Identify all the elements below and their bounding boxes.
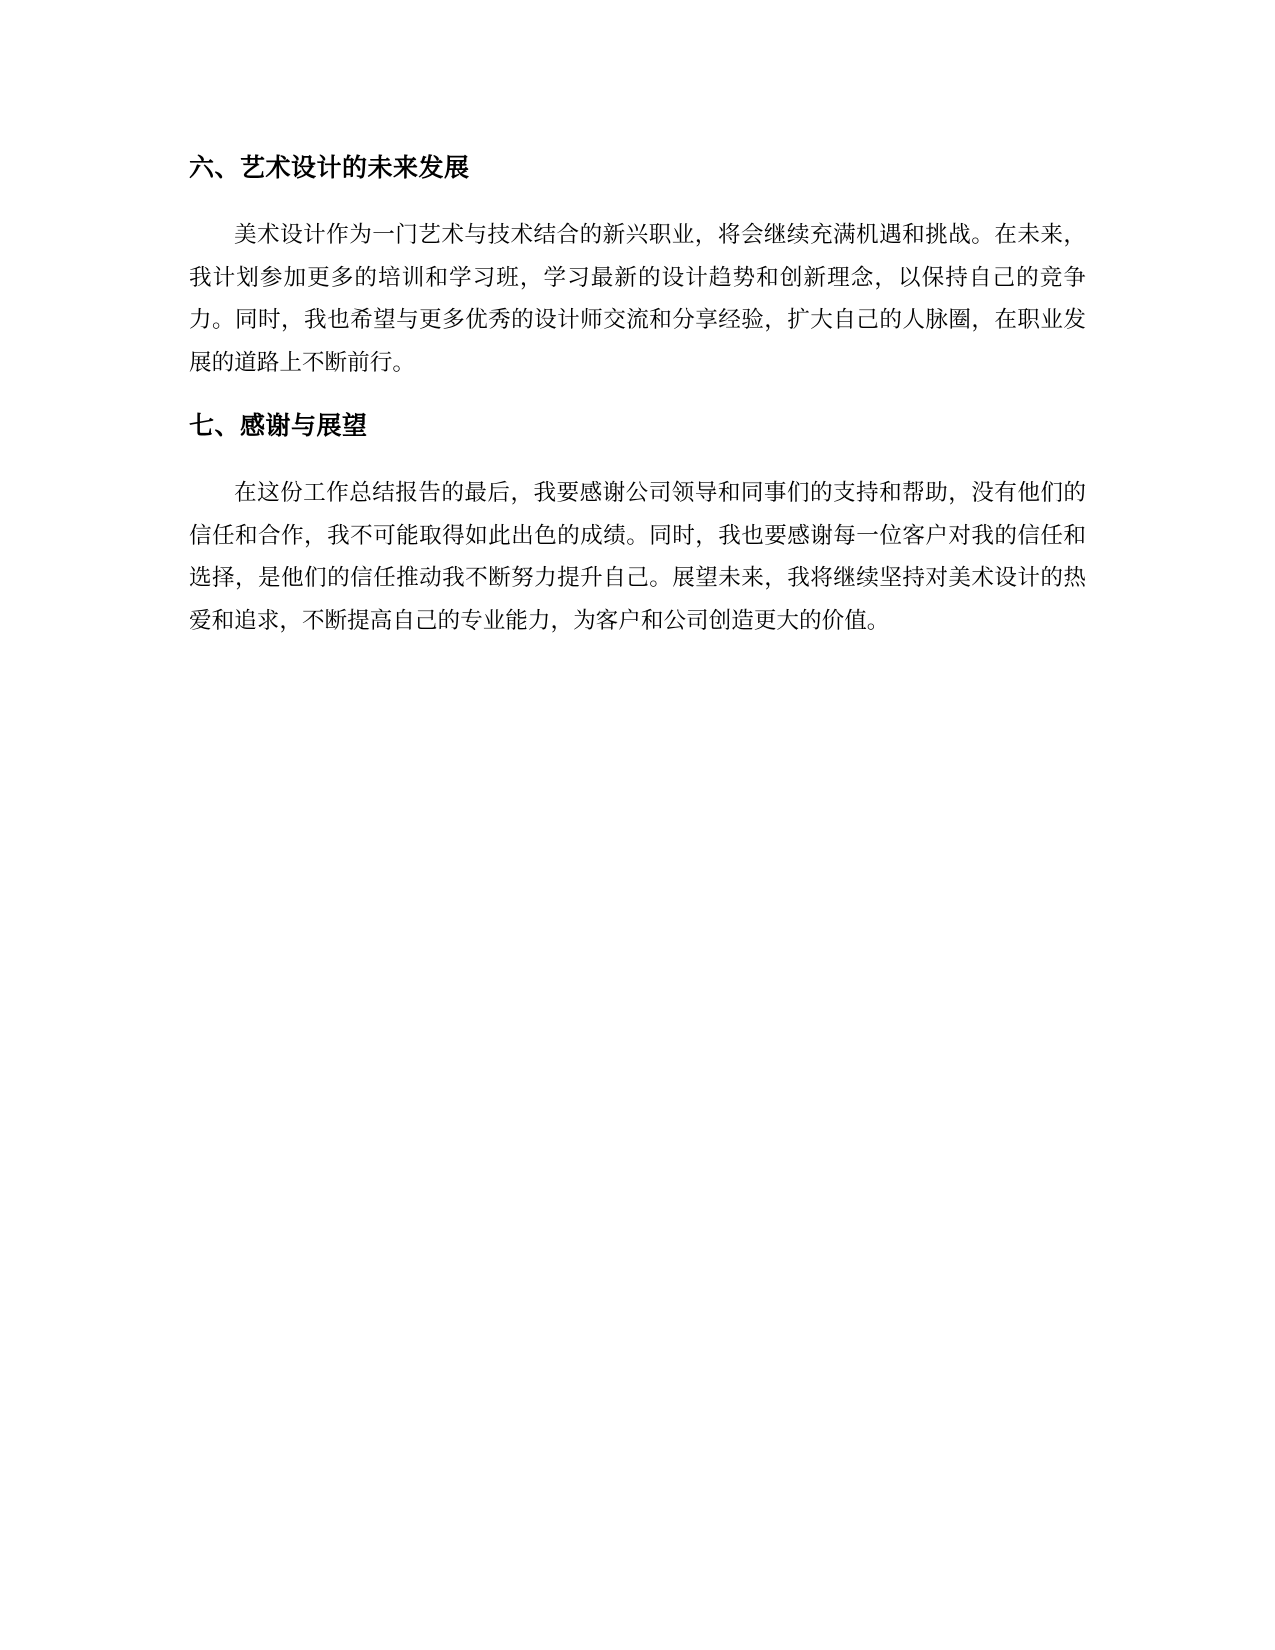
section-heading: 七、感谢与展望 [189, 411, 368, 440]
document-page [189, 148, 1086, 642]
section-paragraph: 在这份工作总结报告的最后，我要感谢公司领导和同事们的支持和帮助，没有他们的信任和合作，我不可能取得如此出色的成绩。同时，我也要感谢每一位客户对我的信任和选择，是他们的信任推动我不断努力提升自己。展望未来，我将继续坚持对美术设计的热爱和追求，不断提高自己的专业能力，为客户和公司创造更大的价值。 [189, 480, 1086, 634]
section-thanks-outlook [189, 406, 1086, 642]
section-future-development [189, 148, 1086, 384]
section-heading: 六、艺术设计的未来发展 [189, 153, 470, 182]
section-paragraph: 美术设计作为一门艺术与技术结合的新兴职业，将会继续充满机遇和挑战。在未来，我计划参加更多的培训和学习班，学习最新的设计趋势和创新理念，以保持自己的竞争力。同时，我也希望与更多优秀的设计师交流和分享经验，扩大自己的人脉圈，在职业发展的道路上不断前行。 [189, 222, 1086, 376]
